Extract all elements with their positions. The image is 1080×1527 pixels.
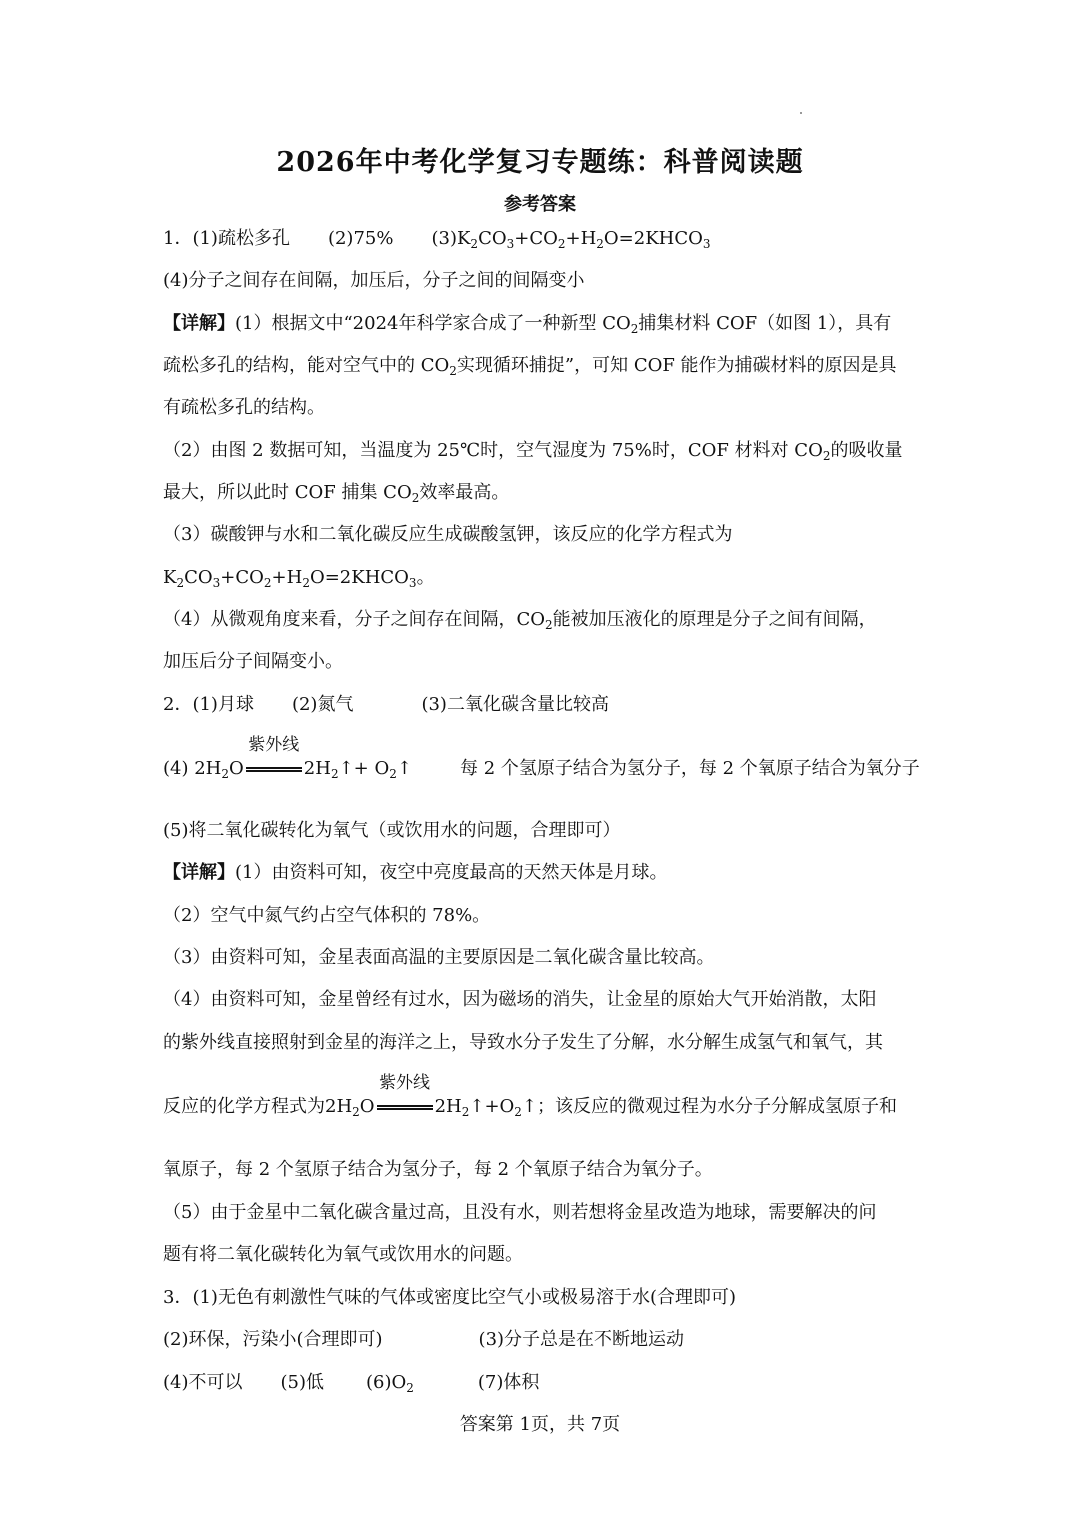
q1-number: 1． bbox=[163, 228, 193, 249]
page-subtitle: 参考答案 bbox=[504, 194, 576, 215]
q3-answer-3: (3)分子总是在不断地运动 bbox=[478, 1329, 685, 1350]
q2-detail-2: （2）空气中氮气约占空气体积的 78%。 bbox=[163, 905, 491, 926]
q2-detail-1: 【详解】(1）由资料可知，夜空中亮度最高的天然天体是月球。 bbox=[163, 862, 668, 883]
q1-detail-2-cont: 最大，所以此时 COF 捕集 $CO_2$效率最高。 bbox=[163, 482, 510, 505]
reaction-condition-arrow: 紫外线 bbox=[375, 1094, 435, 1120]
q1-detail-4: （4）从微观角度来看，分子之间存在间隔，$CO_2$能被加压液化的原理是分子之间有间隔， bbox=[163, 609, 877, 632]
q1-detail-3: （3）碳酸钾与水和二氧化碳反应生成碳酸氢钾，该反应的化学方程式为 bbox=[163, 524, 733, 545]
q1-detail-3-equation: $K_2CO_3+CO_2+H_2O=2KHCO_3$。 bbox=[163, 567, 435, 590]
q2-answer-1: (1)月球 bbox=[192, 694, 254, 715]
q1-detail-1-end: 有疏松多孔的结构。 bbox=[163, 397, 325, 418]
q3-number: 3． bbox=[163, 1287, 193, 1308]
q1-answers bbox=[163, 226, 923, 252]
q3-answer-5: (5)低 bbox=[280, 1372, 324, 1393]
q1-answer-3: $(3)K_2CO_3+CO_2+H_2O=2KHCO_3$ bbox=[431, 228, 711, 251]
q3-answer-2: (2)环保，污染小(合理即可) bbox=[163, 1329, 383, 1350]
q3-answer-6: $(6)O_2$ bbox=[366, 1372, 414, 1395]
q1-answer-1: (1)疏松多孔 bbox=[192, 228, 290, 249]
q1-detail-2: （2）由图 2 数据可知，当温度为 25℃时，空气湿度为 75%时，COF 材料对 $CO_2$的吸收量 bbox=[163, 440, 903, 463]
q2-number: 2． bbox=[163, 694, 193, 715]
q2-detail-4-equation: 反应的化学方程式为$2H_2O$ 紫外线 $2H_2↑+O_2↑$；该反应的微观过程为水分子分解成氢原子和 bbox=[163, 1073, 898, 1119]
q2-answer-2: (2)氮气 bbox=[291, 694, 354, 715]
q1-answer-2: (2)75% bbox=[327, 228, 394, 249]
reaction-condition-arrow: 紫外线 bbox=[244, 756, 304, 782]
q2-answer-4: (4) $2H_2O$ 紫外线 $2H_2↑+$ $O_2↑$ 每 2 个氢原子结合为氢分子，每 2 个氧原子结合为氧分子 bbox=[163, 735, 920, 781]
q2-answers bbox=[163, 692, 923, 718]
q3-answer-4: (4)不可以 bbox=[163, 1372, 243, 1393]
q2-detail-4: （4）由资料可知，金星曾经有过水，因为磁场的消失，让金星的原始大气开始消散，太阳 bbox=[163, 989, 877, 1010]
page-footer: 答案第 1页，共 7页 bbox=[459, 1414, 621, 1435]
q2-detail-4-cont: 的紫外线直接照射到金星的海洋之上，导致水分子发生了分解，水分解生成氢气和氧气，其 bbox=[163, 1032, 883, 1053]
q1-detail-4-cont: 加压后分子间隔变小。 bbox=[163, 651, 343, 672]
speck-mark bbox=[800, 112, 802, 114]
q1-detail-1-cont: 疏松多孔的结构，能对空气中的 $CO_2$实现循环捕捉”，可知 COF 能作为捕碳材料的原因是具 bbox=[163, 355, 897, 378]
q1-answer-4: (4)分子之间存在间隔，加压后，分子之间的间隔变小 bbox=[163, 270, 585, 291]
q1-detail-1: 【详解】(1）根据文中“2024年科学家合成了一种新型 $CO_2$捕集材料 COF（如图 1），具有 bbox=[163, 313, 892, 336]
q2-answer-5: (5)将二氧化碳转化为氧气（或饮用水的问题，合理即可） bbox=[163, 820, 621, 841]
q3-answer-1: 3．(1)无色有刺激性气味的气体或密度比空气小或极易溶于水(合理即可) bbox=[163, 1287, 736, 1308]
page-title: 2026年中考化学复习专题练：科普阅读题 bbox=[276, 147, 804, 178]
q2-detail-5-cont: 题有将二氧化碳转化为氧气或饮用水的问题。 bbox=[163, 1244, 523, 1265]
q2-detail-5: （5）由于金星中二氧化碳含量过高，且没有水，则若想将金星改造为地球，需要解决的问 bbox=[163, 1202, 877, 1223]
q2-detail-3: （3）由资料可知，金星表面高温的主要原因是二氧化碳含量比较高。 bbox=[163, 947, 715, 968]
q2-answer-3: (3)二氧化碳含量比较高 bbox=[421, 694, 609, 715]
q3-answer-7: (7)体积 bbox=[477, 1372, 540, 1393]
q2-detail-4-end: 氧原子，每 2 个氢原子结合为氢分子，每 2 个氧原子结合为氧分子。 bbox=[163, 1159, 713, 1180]
q3-answers-2-3 bbox=[163, 1327, 923, 1353]
q3-answers-4-7 bbox=[163, 1370, 923, 1396]
